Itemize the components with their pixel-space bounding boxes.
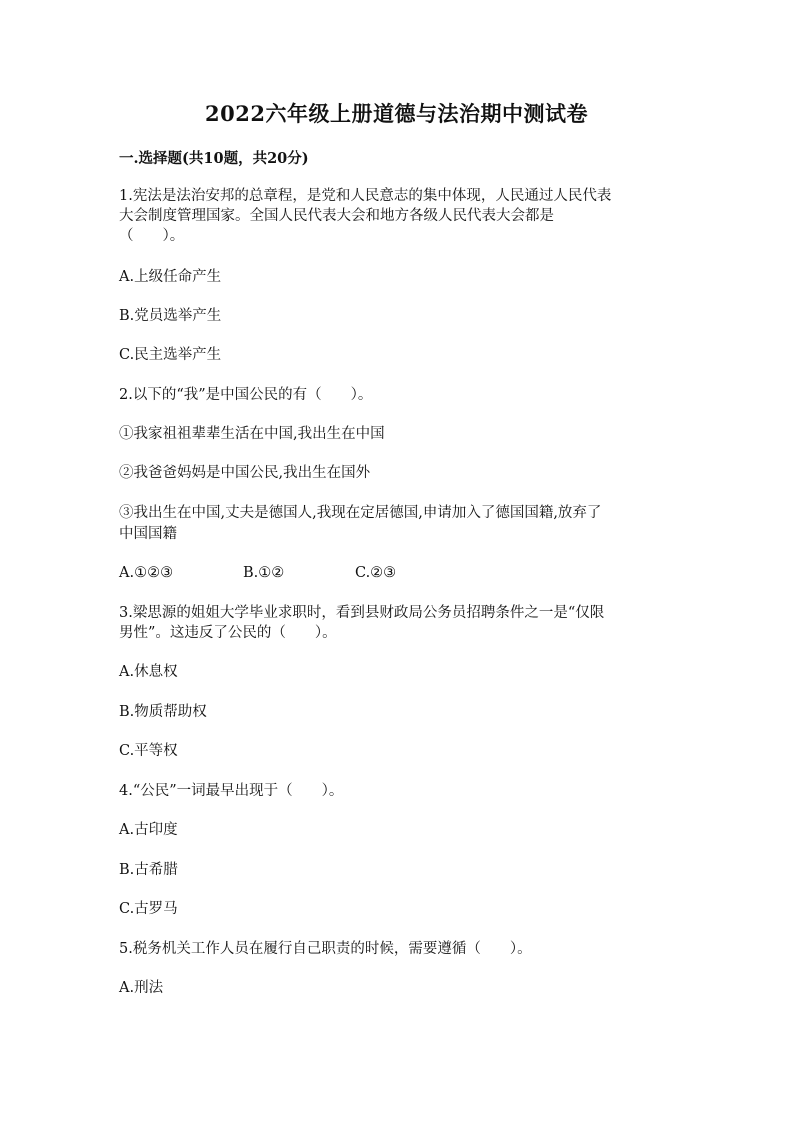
question-2-statement-1: ①我家祖祖辈辈生活在中国,我出生在中国 [119, 426, 385, 442]
section-heading: 一.选择题(共10题，共20分) [119, 150, 309, 167]
question-1-stem-line-3: （ ）。 [119, 228, 185, 244]
question-4-option-b: B.古希腊 [119, 862, 178, 878]
question-2-stem: 2.以下的“我”是中国公民的有（ ）。 [119, 387, 373, 403]
question-3-option-b: B.物质帮助权 [119, 704, 207, 720]
question-1-option-b: B.党员选举产生 [119, 308, 222, 324]
question-4-option-a: A.古印度 [119, 822, 178, 838]
question-5-option-a: A.刑法 [119, 980, 164, 996]
question-2-statement-3-line-2: 中国国籍 [119, 526, 177, 542]
question-2-options [119, 563, 396, 583]
question-1-option-c: C.民主选举产生 [119, 347, 222, 363]
question-2-statement-2: ②我爸爸妈妈是中国公民,我出生在国外 [119, 465, 371, 481]
question-4-option-c: C.古罗马 [119, 901, 178, 917]
question-2-option-a: A.①②③ [119, 565, 174, 581]
question-2-option-b: B.①② [243, 565, 285, 581]
question-4-stem: 4.“公民”一词最早出现于（ ）。 [119, 783, 344, 799]
question-2-option-c: C.②③ [355, 565, 397, 581]
question-3-option-a: A.休息权 [119, 664, 178, 680]
question-2-statement-3-line-1: ③我出生在中国,丈夫是德国人,我现在定居德国,申请加入了德国国籍,放弃了 [119, 505, 602, 521]
question-5-stem: 5.税务机关工作人员在履行自己职责的时候，需要遵循（ ）。 [119, 941, 532, 957]
question-1-option-a: A.上级任命产生 [119, 269, 222, 285]
page-title: 2022六年级上册道德与法治期中测试卷 [205, 101, 588, 126]
question-3-stem-line-2: 男性”。这违反了公民的（ ）。 [119, 625, 337, 641]
question-3-option-c: C.平等权 [119, 743, 178, 759]
question-1-stem-line-1: 1.宪法是法治安邦的总章程，是党和人民意志的集中体现，人民通过人民代表 [119, 188, 612, 204]
question-1-stem-line-2: 大会制度管理国家。全国人民代表大会和地方各级人民代表大会都是 [119, 208, 554, 224]
question-3-stem-line-1: 3.梁思源的姐姐大学毕业求职时，看到县财政局公务员招聘条件之一是“仅限 [119, 605, 605, 621]
